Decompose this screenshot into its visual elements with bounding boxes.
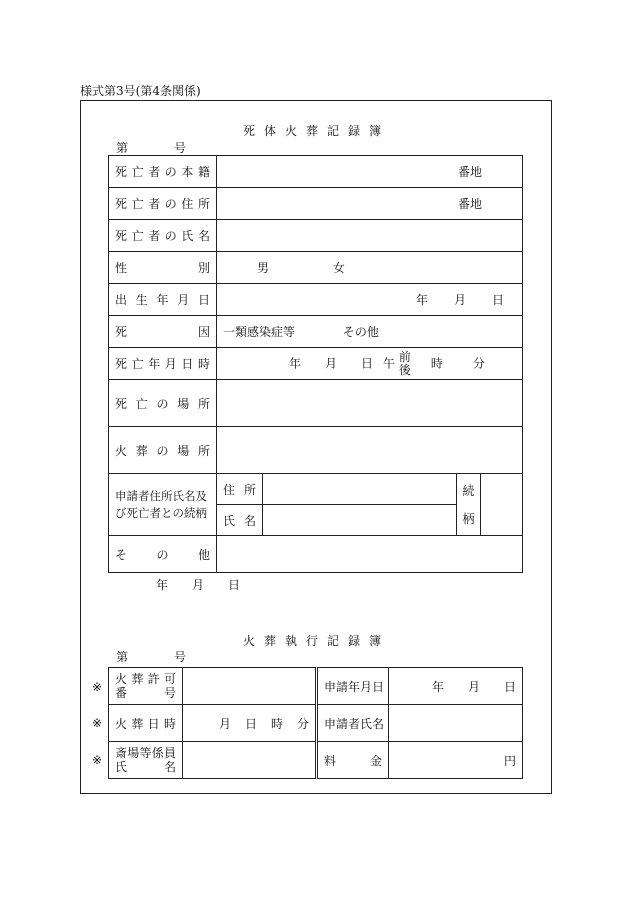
cremation-place-label: 火葬の場所	[109, 427, 217, 474]
death-datetime-label: 死亡年月日時	[109, 348, 217, 380]
am-pm-selector[interactable]: 前 後	[398, 349, 411, 377]
death-place-label: 死亡の場所	[109, 380, 217, 427]
other-label: その他	[109, 536, 217, 573]
female-option[interactable]: 女	[332, 261, 345, 275]
applicant-address-field[interactable]	[263, 474, 457, 505]
seibetsu-label: 性別	[109, 252, 217, 284]
application-date-label: 申請年月日	[317, 668, 389, 705]
cremation-record-table	[108, 155, 523, 573]
applicant-name-label-2: 申請者氏名	[317, 705, 389, 742]
row-staff	[109, 742, 523, 779]
mark-permit: ※	[92, 680, 103, 694]
applicant-label: 申請者住所氏名及 び死亡者との続柄	[109, 474, 217, 536]
cremation-datetime-label: 火葬日時	[109, 705, 183, 742]
row-seibetsu	[109, 252, 523, 284]
shimei-label: 死亡者の氏名	[109, 220, 217, 252]
record2-title: 火葬執行記録簿	[243, 634, 391, 648]
fee-field[interactable]: 円	[389, 742, 523, 779]
form-number-label: 様式第3号(第4条関係)	[80, 84, 201, 98]
fee-label: 料金	[317, 742, 389, 779]
relationship-field[interactable]	[481, 474, 523, 536]
honseki-label: 死亡者の本籍	[109, 156, 217, 188]
row-jusho	[109, 188, 523, 220]
birth-field[interactable]: 年 月 日	[217, 284, 523, 316]
application-date-field[interactable]: 年 月 日	[389, 668, 523, 705]
cause-option-other[interactable]: その他	[342, 325, 379, 339]
cremation-place-field[interactable]	[217, 427, 523, 474]
cause-field[interactable]	[217, 316, 523, 348]
jusho-field[interactable]: 番地	[217, 188, 523, 220]
row-permit	[109, 668, 523, 705]
record2-number: 第 号	[116, 650, 187, 664]
row-death-datetime	[109, 348, 523, 380]
honseki-field[interactable]: 番地	[217, 156, 523, 188]
mark-staff: ※	[92, 753, 103, 767]
death-datetime-field[interactable]: 年 月 日 午 前 後 時 分	[217, 348, 523, 380]
relationship-label: 続 柄	[457, 474, 481, 536]
birth-label: 出生年月日	[109, 284, 217, 316]
row-cause	[109, 316, 523, 348]
shimei-field[interactable]	[217, 220, 523, 252]
staff-label: 斎場等係員 氏名	[109, 742, 183, 779]
staff-name-field[interactable]	[183, 742, 317, 779]
cremation-execution-table	[108, 667, 523, 779]
applicant-name-field[interactable]	[263, 505, 457, 536]
record1-date-footer: 年 月 日	[156, 578, 241, 592]
row-shimei	[109, 220, 523, 252]
applicant-address-label: 住所	[217, 474, 263, 505]
record1-number: 第 号	[116, 141, 187, 155]
row-honseki	[109, 156, 523, 188]
row-death-place	[109, 380, 523, 427]
mark-datetime: ※	[92, 716, 103, 730]
row-other	[109, 536, 523, 573]
seibetsu-field[interactable]	[217, 252, 523, 284]
row-applicant-address	[109, 474, 523, 505]
cremation-datetime-field[interactable]: 月 日 時 分	[183, 705, 317, 742]
row-cremation-datetime	[109, 705, 523, 742]
applicant-name-field-2[interactable]	[389, 705, 523, 742]
applicant-name-label: 氏名	[217, 505, 263, 536]
male-option[interactable]: 男	[257, 261, 270, 275]
row-birth	[109, 284, 523, 316]
permit-label: 火葬許可 番号	[109, 668, 183, 705]
cause-option-infection[interactable]: 一類感染症等	[223, 325, 296, 339]
permit-number-field[interactable]	[183, 668, 317, 705]
row-cremation-place	[109, 427, 523, 474]
cause-label: 死因	[109, 316, 217, 348]
death-place-field[interactable]	[217, 380, 523, 427]
other-field[interactable]	[217, 536, 523, 573]
record1-title: 死体火葬記録簿	[243, 124, 391, 138]
jusho-label: 死亡者の住所	[109, 188, 217, 220]
